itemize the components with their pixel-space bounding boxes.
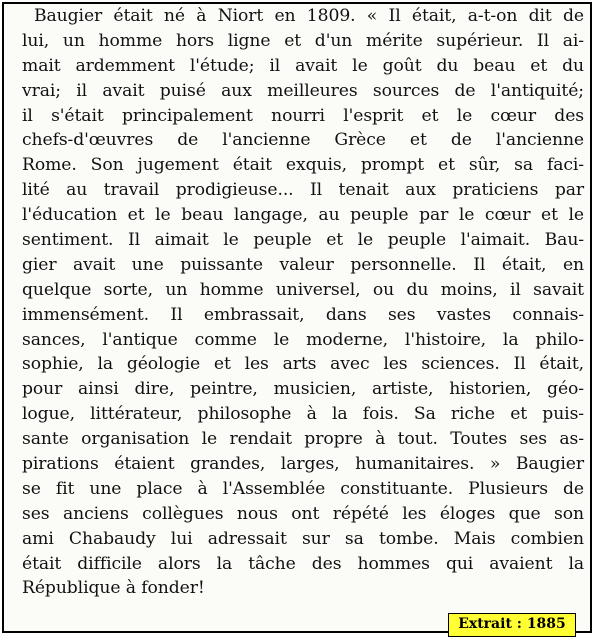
- text-line: pour ainsi dire, peintre, musicien, artiste, historien, géo-: [22, 379, 584, 400]
- text-line: Rome. Son jugement était exquis, prompt et sûr, sa faci-: [22, 155, 584, 176]
- text-line: ami Chabaudy lui adressait sur sa tombe. Mais combien: [22, 528, 584, 549]
- text-line: République à fonder!: [22, 578, 205, 599]
- text-line: gier avait une puissante valeur personnelle. Il était, en: [22, 254, 584, 275]
- text-line: sentiment. Il aimait le peuple et le peuple l'aimait. Bau-: [22, 230, 584, 251]
- text-line: logue, littérateur, philosophe à la fois. Sa riche et puis-: [22, 404, 584, 425]
- text-line: lité au travail prodigieuse... Il tenait aux praticiens par: [22, 180, 584, 201]
- document-text: [22, 4, 584, 601]
- extract-year-badge: Extrait : 1885: [448, 613, 576, 637]
- text-line: mait ardemment l'étude; il avait le goût du beau et du: [22, 55, 584, 76]
- text-line: il s'était principalement nourri l'esprit et le cœur des: [22, 105, 584, 126]
- text-line: pirations étaient grandes, larges, humanitaires. » Baugier: [22, 454, 584, 475]
- text-line: l'éducation et le beau langage, au peuple par le cœur et le: [22, 205, 584, 226]
- text-line: chefs-d'œuvres de l'ancienne Grèce et de l'ancienne: [22, 130, 584, 151]
- text-line: se fit une place à l'Assemblée constituante. Plusieurs de: [22, 478, 584, 499]
- text-line: sante organisation le rendait propre à tout. Toutes ses as-: [22, 429, 584, 450]
- text-line: lui, un homme hors ligne et d'un mérite supérieur. Il ai-: [22, 30, 584, 51]
- text-line: immensément. Il embrassait, dans ses vastes connais-: [22, 304, 584, 325]
- text-line: vrai; il avait puisé aux meilleures sources de l'antiquité;: [22, 80, 584, 101]
- text-line: Baugier était né à Niort en 1809. « Il était, a-t-on dit de: [34, 6, 584, 26]
- text-line: sophie, la géologie et les arts avec les sciences. Il était,: [22, 354, 584, 375]
- text-line: sances, l'antique comme le moderne, l'histoire, la philo-: [22, 329, 584, 350]
- text-line: ses anciens collègues nous ont répété les éloges que son: [22, 503, 584, 524]
- text-line: était difficile alors la tâche des hommes qui avaient la: [22, 553, 584, 574]
- text-line: quelque sorte, un homme universel, ou du moins, il savait: [22, 279, 584, 300]
